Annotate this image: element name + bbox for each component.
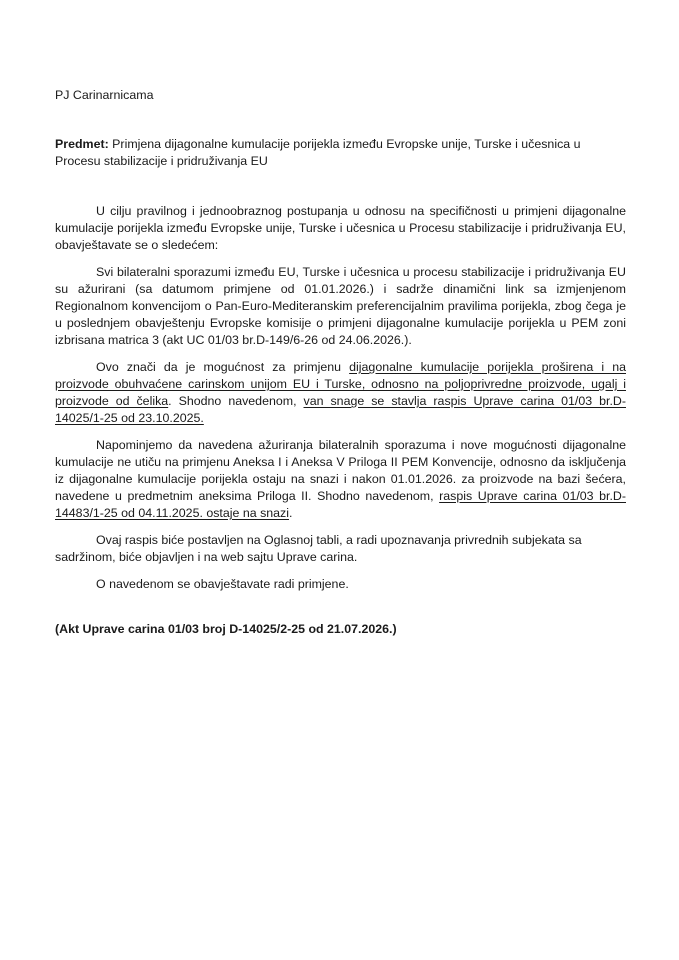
subject-text: Primjena dijagonalne kumulacije porijekla između Evropske unije, Turske i učesnica u Procesu stabilizacije i pridruživanja EU <box>55 137 581 168</box>
subject-label: Predmet: <box>55 137 109 151</box>
paragraph-intro: U cilju pravilnog i jednoobraznog postupanja u odnosu na specifičnosti u primjeni dijagonalne kumulacije porijekla između Evropske unije, Turske i učesnica u Procesu stabilizacije i pridruživanja EU, obavještavate se o sledećem: <box>55 204 626 252</box>
paragraph-text: Ovo znači da je mogućnost za primjenu <box>96 360 350 374</box>
paragraph-agreements: Svi bilateralni sporazumi između EU, Turske i učesnica u procesu stabilizacije i pridruživanja EU su ažurirani (sa datumom primjene od 01.01.2026.) i sadrže dinamični link sa izmjenjenom Regionalnom konvencijom o Pan-Euro-Mediteranskim preferencijalnim pravilima porijekla, zbog čega je u poslednjem obavještenju Evropske komisije o primjeni dijagonalne kumulacije porijekla u PEM zoni izbrisana matrica 3 (akt UC 01/03 br.D-149/6-26 od 24.06.2026.). <box>55 265 626 347</box>
act-reference: (Akt Uprave carina 01/03 broj D-14025/2-25 od 21.07.2026.) <box>55 622 397 636</box>
underlined-extension-text: dijagonalne kumulacije porijekla proširena i na proizvode obuhvaćene carinskom unijom EU i Turske, odnosno na poljoprivredne proizvode, ugalj i proizvode od čelika <box>55 360 626 408</box>
subject-line <box>55 136 627 170</box>
paragraph-exclusions <box>55 437 626 522</box>
underlined-repeal-text: van snage se stavlja raspis Uprave carina 01/03 br.D-14025/1-25 od 23.10.2025. <box>55 394 626 425</box>
recipient-line: PJ Carinarnicama <box>55 88 154 102</box>
paragraph-cumulation-extended <box>55 359 626 427</box>
underlined-remains-in-force-text: raspis Uprave carina 01/03 br.D-14483/1-25 od 04.11.2025. ostaje na snazi <box>55 489 626 520</box>
paragraph-text: . Shodno navedenom, <box>168 394 304 408</box>
paragraph-text: Napominjemo da navedena ažuriranja bilateralnih sporazuma i nove mogućnosti dijagonalne kumulacije ne utiču na primjenu Aneksa I i Aneksa V Priloga II PEM Konvencije, odnosno da isključenja iz dijagonalne kumulacije porijekla ostaju na snazi i nakon 01.01.2026. za proizvode na bazi šećera, navedene u predmetnim aneksima Priloga II. Shodno navedenom, <box>55 438 626 503</box>
letter-body <box>55 203 626 603</box>
paragraph-publication: Ovaj raspis biće postavljen na Oglasnoj tabli, a radi upoznavanja privrednih subjekata sa sadržinom, biće objavljen i na web sajtu Uprave carina. <box>55 533 582 564</box>
paragraph-text: . <box>289 506 293 520</box>
paragraph-closing: O navedenom se obavještavate radi primjene. <box>96 577 349 591</box>
